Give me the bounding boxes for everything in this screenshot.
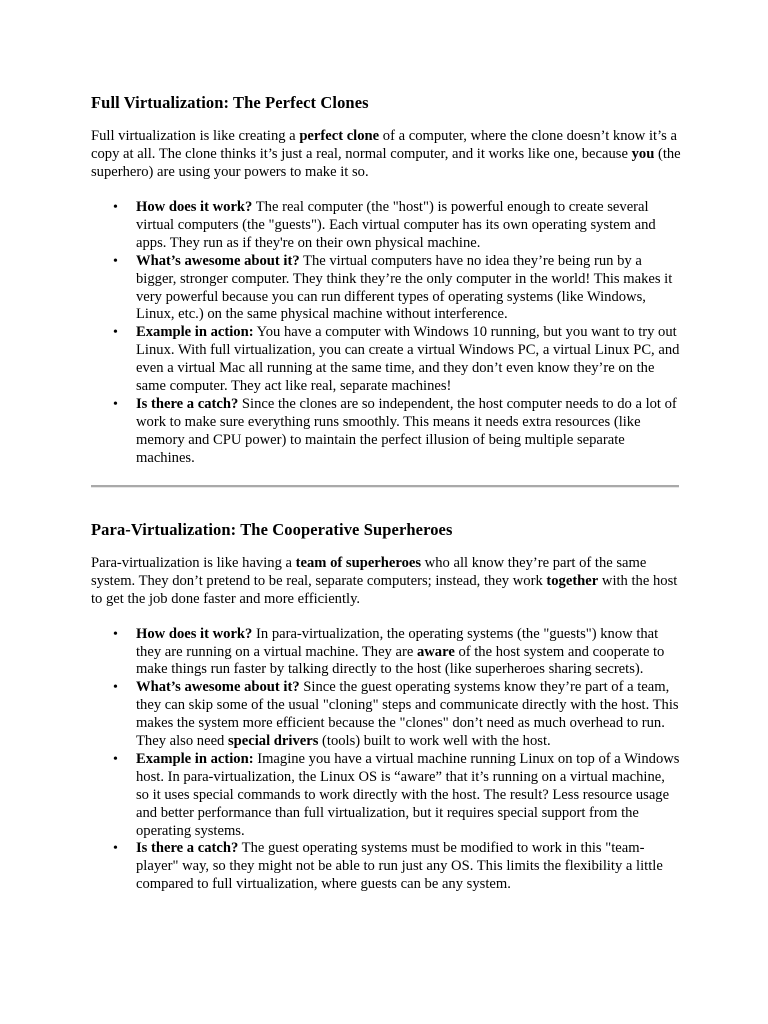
list-item: • Is there a catch? The guest operating systems must be modified to work in this "team-player" way, so they might not be able to run just any OS. This limits the flexibility a little compared to full virtualization, where guests can be any system.: [91, 840, 681, 894]
section-heading-full-virtualization: Full Virtualization: The Perfect Clones: [91, 93, 369, 112]
list-item: • Is there a catch? Since the clones are so independent, the host computer needs to do a lot of work to make sure everything runs smoothly. This means it needs extra resources (like memory and CPU power) to maintain the perfect illusion of being multiple separate machines.: [91, 396, 681, 468]
list-item: • What’s awesome about it? The virtual computers have no idea they’re being run by a bigger, stronger computer. They think they’re the only computer in the world! This makes it very powerful because you can run different types of operating systems (like Windows, Linux, etc.) on the same physical machine without interference.: [91, 253, 681, 325]
list-item: • How does it work? In para-virtualization, the operating systems (the "guests") know that they are running on a virtual machine. They are aware of the host system and cooperate to make things run faster by talking directly to the host (like superheroes sharing secrets).: [91, 626, 681, 680]
bullet-list-full-virtualization: [91, 199, 681, 468]
intro-paragraph-full-virtualization: Full virtualization is like creating a perfect clone of a computer, where the clone doesn’t know it’s a copy at all. The clone thinks it’s just a real, normal computer, and it works like one, because you (the superhero) are using your powers to make it so.: [91, 128, 681, 180]
section-heading-para-virtualization: Para-Virtualization: The Cooperative Superheroes: [91, 519, 453, 539]
list-item: • Example in action: Imagine you have a virtual machine running Linux on top of a Windows host. In para-virtualization, the Linux OS is “aware” that it’s running on a virtual machine, so it uses special commands to work directly with the host. The result? Less resource usage and better performance than full virtualization, but it requires special support from the operating systems.: [91, 751, 681, 841]
document-content: [91, 91, 681, 894]
list-item: • How does it work? The real computer (the "host") is powerful enough to create several virtual computers (the "guests"). Each virtual computer has its own operating system and apps. They run as if they're on their own physical machine.: [91, 199, 681, 253]
bullet-list-para-virtualization: [91, 626, 681, 895]
list-item: • Example in action: You have a computer with Windows 10 running, but you want to try out Linux. With full virtualization, you can create a virtual Windows PC, a virtual Linux PC, and even a virtual Mac all running at the same time, and they don’t even know they’re on the same computer. They act like real, separate machines!: [91, 324, 681, 396]
list-item: • What’s awesome about it? Since the guest operating systems know they’re part of a team, they can skip some of the usual "cloning" steps and communicate directly with the host. This makes the system more efficient because the "clones" don’t need as much overhead to run. They also need special drivers (tools) built to work well with the host.: [91, 679, 681, 751]
intro-paragraph-para-virtualization: Para-virtualization is like having a team of superheroes who all know they’re part of the same system. They don’t pretend to be real, separate computers; instead, they work together with the host to get the job done faster and more efficiently.: [91, 554, 678, 607]
horizontal-rule: [91, 485, 679, 488]
